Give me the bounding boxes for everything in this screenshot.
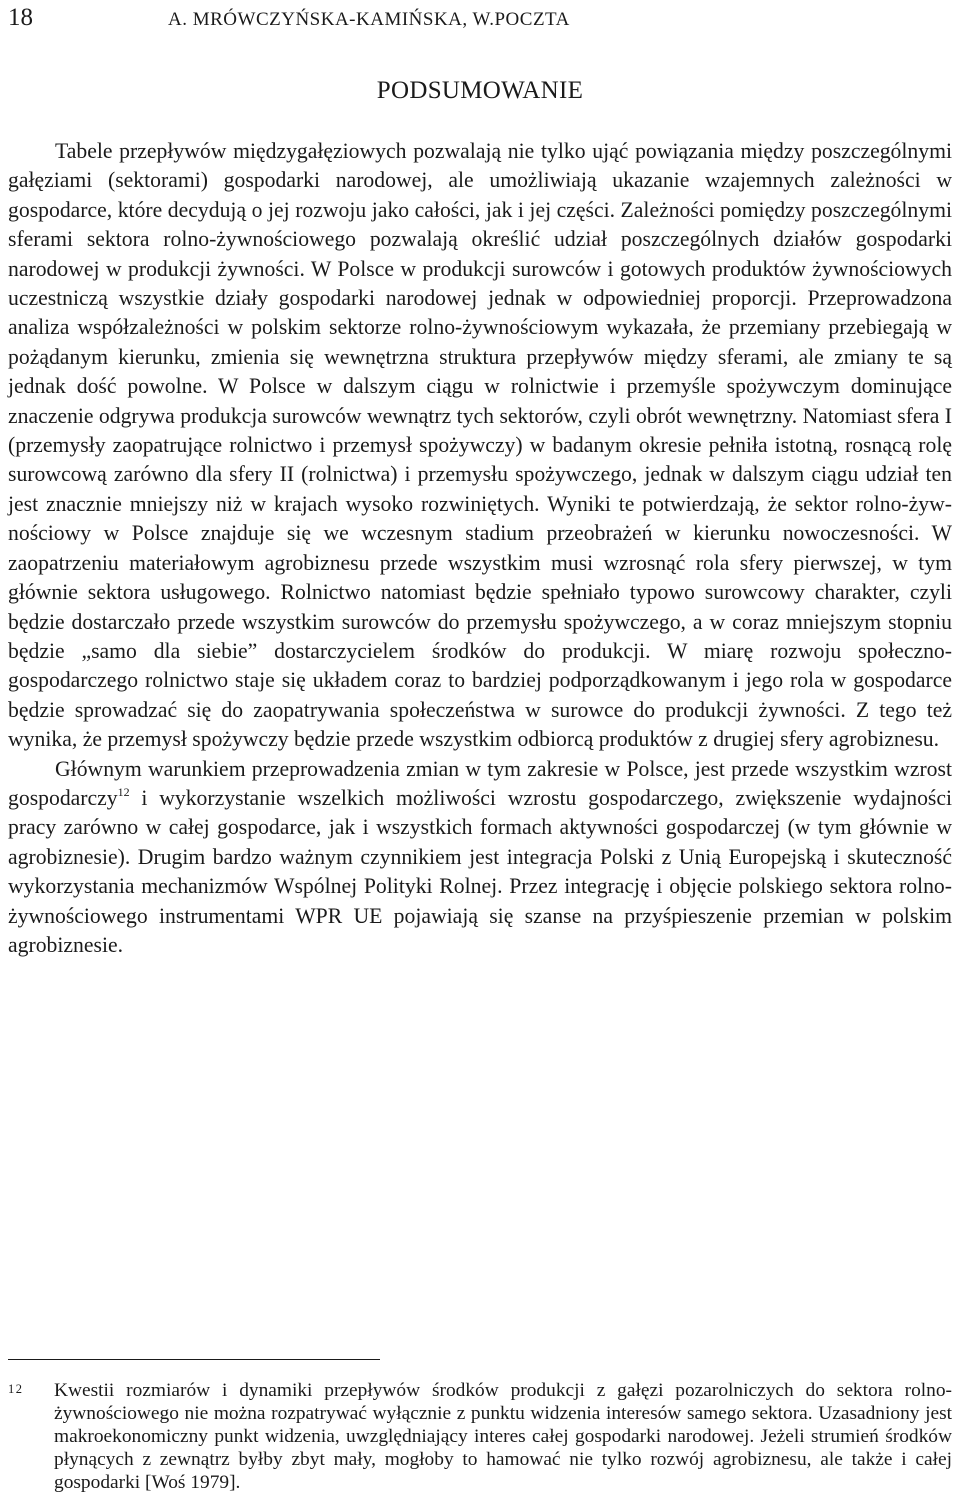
footnote xyxy=(8,1379,952,1494)
running-head xyxy=(8,4,952,32)
footnote-marker: 12 xyxy=(8,1382,24,1396)
paragraph-text: Głównym warunkiem przeprowadzenia zmian w tym zakresie w Polsce, jest przede wszystkim wzrost gospodarczy xyxy=(8,756,952,810)
page-number: 18 xyxy=(8,4,33,31)
header-authors: A. MRÓWCZYŃSKA-KAMIŃSKA, W.POCZTA xyxy=(168,9,570,30)
footnote-divider xyxy=(8,1359,380,1360)
paragraph: Tabele przepływów międzygałęziowych pozwalają nie tylko ująć powiązania między poszczególnymi gałęziami (sektorami) gospodarki narodowej, ale umożliwiają ukazanie wzajemnych zależności w gospodarce, które decydują o jej rozwoju jako całości, jak i jej części. Zależności pomiędzy poszczególnymi sferami sektora rolno-żywnościowego pozwalają określić udział poszczególnych działów gospodarki narodowej w produkcji żywności. W Polsce w produkcji surowców i gotowych produktów żywnościowych uczestniczą wszystkie działy gospodarki narodowej jednak w odpowiedniej proporcji. Przeprowadzona analiza współzależności w polskim sektorze rolno-żywnościowym wykazała, że przemiany przebiegają w pożądanym kierunku, zmienia się wewnętrzna struktura przepływów między sferami, ale zmiany te są jednak dość powolne. W Polsce w dalszym ciągu w rolnictwie i przemyśle spożywczym dominujące znaczenie odgrywa produkcja surowców wewnątrz tych sektorów, czyli obrót wewnętrzny. Natomiast sfera I (przemysły zaopatrujące rolnictwo i przemysł spożywczy) w badanym okresie pełniła istotną, rosnącą rolę surowcową zarówno dla sfery II (rolnictwa) i przemysłu spożywczego, jednak w dalszym ciągu udział ten jest znacznie mniejszy niż w krajach wysoko rozwiniętych. Wyniki te potwierdzają, że sektor rolno-żywnościowy w Polsce znajduje się we wczesnym stadium przeobrażeń w kierunku nowoczesności. W zaopatrzeniu materiałowym agrobiznesu przede wszystkim musi wzrosnąć rola sfery pierwszej, w tym głównie sektora usługowego. Rolnictwo natomiast będzie spełniało typowo surowcowy charakter, czyli będzie dostarczało przede wszystkim surowców do przemysłu spożywczego, a w coraz mniejszym stopniu będzie „samo dla siebie” dostarczycielem środków do produkcji. W miarę rozwoju społeczno-gospodarczego rolnictwo staje się układem coraz to bardziej podporządkowanym i jego rola w gospodarce będzie sprowadzać się do zaopatrywania społeczeństwa w surowce do produkcji żywności. Z tego też wynika, że przemysł spożywczy będzie przede wszystkim odbiorcą produktów z drugiej sfery agrobiznesu. xyxy=(8,139,952,752)
paragraph xyxy=(8,755,952,961)
section-heading: PODSUMOWANIE xyxy=(376,77,584,104)
body-text xyxy=(8,137,952,960)
paragraph-text: i wykorzystanie wszelkich możliwości wzrostu gospodarczego, zwiększenie wydajności pracy zarówno w całej gospodarce, jak i wszystkich formach aktywności gospodarczej (w tym głównie w agrobiznesie). Drugim bardzo ważnym czynnikiem jest integracja Polski z Unią Europejską i skuteczność wykorzystania mechanizmów Wspólnej Polityki Rolnej. Przez integrację i objęcie polskiego sektora rolno-żywnościowego instrumentami WPR UE pojawiają się szanse na przyśpieszenie przemian w polskim agrobiznesie. xyxy=(8,785,952,957)
footnote-reference[interactable]: 12 xyxy=(117,784,130,799)
footnote-text: Kwestii rozmiarów i dynamiki przepływów środków produkcji z gałęzi pozarolniczych do sektora rolno-żywnościowego nie można rozpatrywać wyłącznie z punktu widzenia interesów samego sektora. Uzasadniony jest makroekonomiczny punkt widzenia, uwzględniający interes całej gospodarki narodowej. Jeżeli strumień środków płynących z zewnątrz byłby zbyt mały, mogłoby to hamować nie tylko rozwój agrobiznesu, ale także i całej gospodarki [Woś 1979]. xyxy=(54,1380,952,1493)
